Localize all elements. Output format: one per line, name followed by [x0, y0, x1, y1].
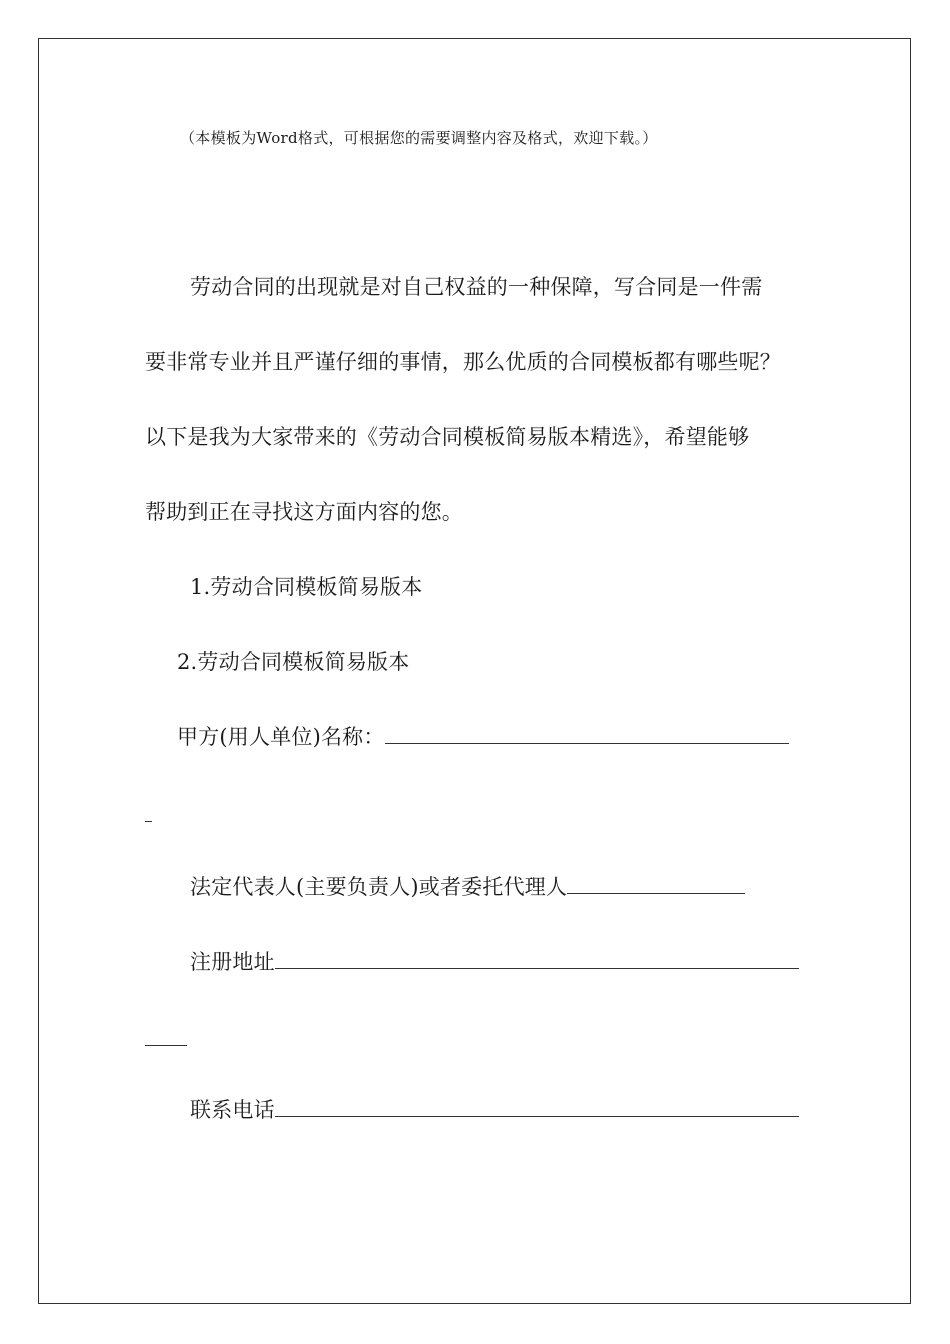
- address-blank-continued: [145, 1044, 187, 1046]
- address-blank: [275, 948, 799, 969]
- party-a-blank-continued: [145, 820, 152, 822]
- party-a-field: [177, 723, 789, 751]
- phone-blank: [275, 1096, 799, 1117]
- list-item-2: 2.劳动合同模板简易版本: [177, 650, 410, 674]
- intro-line-2: 要非常专业并且严谨仔细的事情，那么优质的合同模板都有哪些呢？: [145, 350, 781, 374]
- legal-rep-field: [190, 873, 745, 901]
- intro-line-1: 劳动合同的出现就是对自己权益的一种保障，写合同是一件需: [190, 275, 763, 299]
- list-item-1: 1.劳动合同模板简易版本: [190, 575, 423, 599]
- party-a-blank: [385, 723, 789, 744]
- address-field: [190, 948, 799, 976]
- legal-rep-blank: [567, 873, 745, 894]
- intro-line-3: 以下是我为大家带来的《劳动合同模板简易版本精选》，希望能够: [145, 425, 750, 449]
- phone-field: [190, 1096, 799, 1124]
- party-a-label: 甲方(用人单位)名称：: [177, 725, 385, 749]
- legal-rep-label: 法定代表人(主要负责人)或者委托代理人: [190, 875, 568, 899]
- address-label: 注册地址: [190, 950, 275, 974]
- phone-label: 联系电话: [190, 1098, 275, 1122]
- header-note: （本模板为Word格式，可根据您的需要调整内容及格式，欢迎下载。）: [180, 129, 658, 147]
- intro-line-4: 帮助到正在寻找这方面内容的您。: [145, 500, 463, 524]
